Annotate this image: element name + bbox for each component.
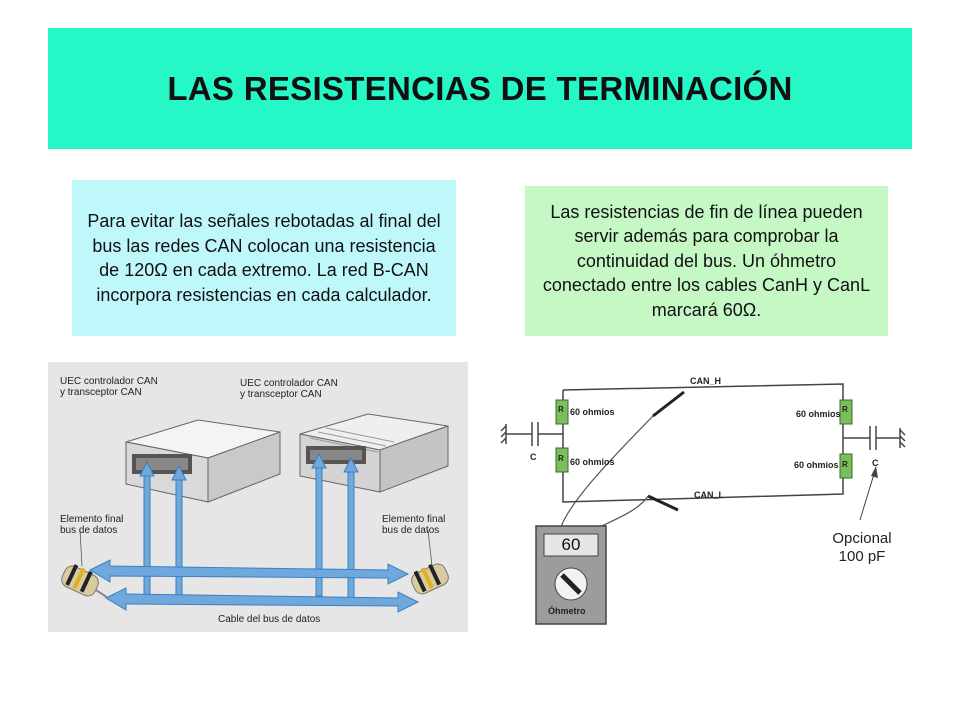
ecu-bus-drawing (48, 362, 468, 632)
capacitor-left-label: C (530, 452, 537, 462)
end-left-line-2: bus de datos (60, 525, 118, 536)
left-text: Para evitar las señales rebotadas al final del bus las redes CAN colocan una resistencia de 120Ω en cada extremo. La red B-CAN incorpora resistencias en cada calculador. (87, 211, 441, 305)
meter-name: Óhmetro (548, 606, 586, 616)
optional-line-1: Opcional (832, 530, 892, 547)
can-l-label: CAN_L (694, 490, 725, 500)
ecu-2-label-line-2: y transceptor CAN (240, 389, 322, 400)
resistor-tl-label: 60 ohmios (570, 407, 615, 417)
end-left-line-1: Elemento final (60, 514, 124, 525)
resistor-letter-tr: R (842, 405, 848, 414)
ecu-1-label (60, 376, 158, 398)
resistor-letter-bl: R (558, 454, 564, 463)
right-text-box (525, 186, 888, 336)
end-right-line-2: bus de datos (382, 525, 440, 536)
end-element-right-label (382, 514, 445, 536)
title-banner (48, 28, 912, 149)
ohmmeter-diagram (498, 362, 908, 632)
resistor-br-label: 60 ohmios (794, 460, 839, 470)
left-capacitor (501, 422, 563, 446)
page-title: LAS RESISTENCIAS DE TERMINACIÓN (167, 69, 793, 107)
meter-display: 60 (561, 535, 581, 554)
optional-capacitor-note (822, 530, 902, 566)
ecu-2-label (240, 378, 338, 400)
left-text-box (72, 180, 456, 336)
right-capacitor (843, 426, 905, 450)
capacitor-right-label: C (872, 458, 879, 468)
bus-loop (563, 384, 843, 502)
resistor-bl-label: 60 ohmios (570, 457, 615, 467)
ecu-bus-illustration (48, 362, 468, 632)
resistor-tr-label: 60 ohmios (796, 409, 841, 419)
optional-line-2: 100 pF (838, 548, 886, 565)
can-h-label: CAN_H (690, 376, 722, 386)
resistor-letter-tl: R (558, 405, 564, 414)
ecu-1-label-line-2: y transceptor CAN (60, 387, 142, 398)
right-text: Las resistencias de fin de línea pueden servir además para comprobar la continuidad del bus. Un óhmetro conectado entre los cables CanH y CanL marcará 60Ω. (542, 201, 871, 320)
end-element-left-label (60, 514, 123, 536)
optional-arrow (860, 466, 878, 520)
ecu-1-label-line-1: UEC controlador CAN (60, 376, 158, 387)
ecu-2-label-line-1: UEC controlador CAN (240, 378, 338, 389)
resistor-letter-br: R (842, 460, 848, 469)
end-right-line-1: Elemento final (382, 514, 446, 525)
cable-label: Cable del bus de datos (218, 614, 321, 625)
